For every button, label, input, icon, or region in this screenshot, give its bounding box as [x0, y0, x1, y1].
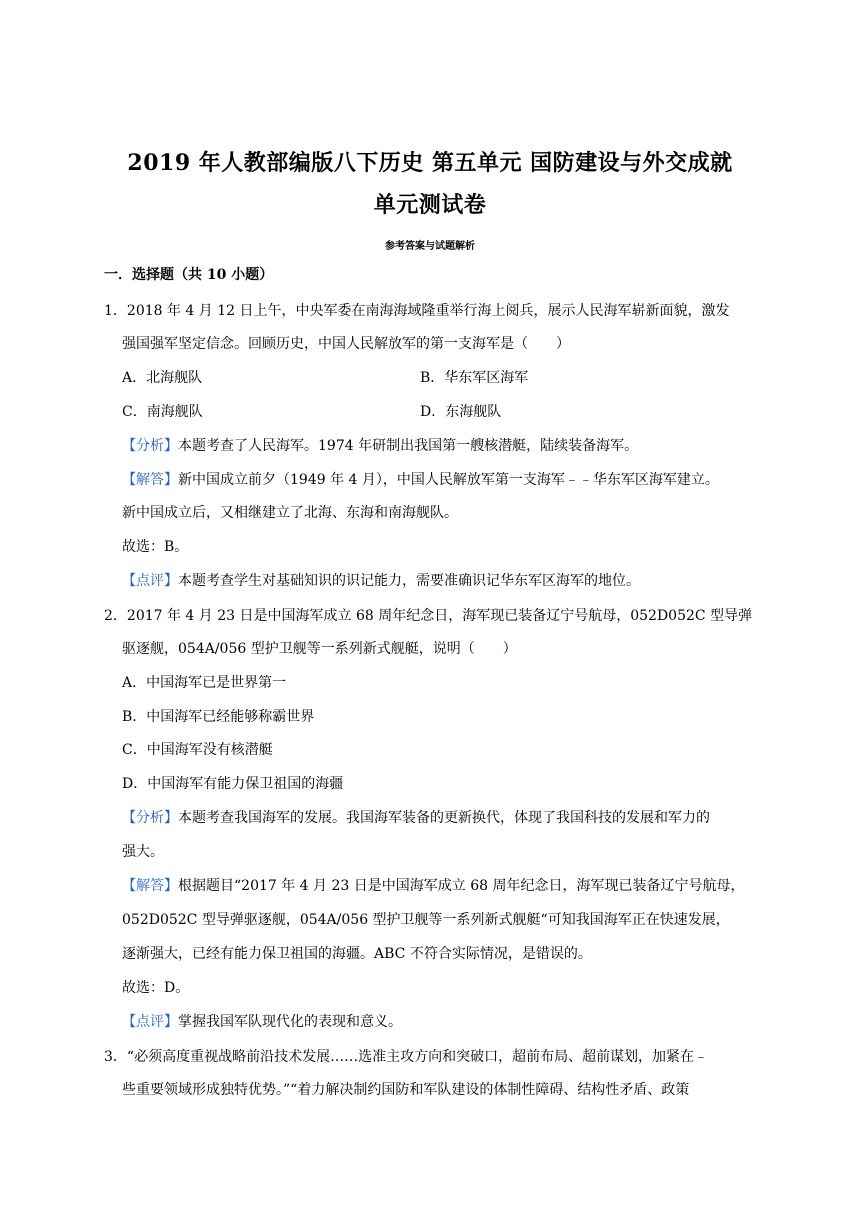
q2-answer-line-1: 根据题目“2017 年 4 月 23 日是中国海军成立 68 周年纪念日，海军现已装备辽宁号航母，	[178, 878, 745, 894]
q2-answer-line-3: 逐渐强大，已经有能力保卫祖国的海疆。ABC 不符合实际情况，是错误的。	[122, 946, 592, 962]
q2-option-b: B．中国海军已经能够称霸世界	[122, 709, 315, 725]
q1-analysis-text: 本题考查了人民海军。1974 年研制出我国第一艘核潜艇，陆续装备海军。	[178, 438, 639, 454]
section-heading: 一．选择题（共 10 小题）	[104, 267, 274, 283]
q2-comment	[122, 1013, 402, 1031]
document-subtitle: 参考答案与试题解析	[385, 241, 475, 252]
q2-option-a: A．中国海军已是世界第一	[122, 675, 287, 691]
q2-answer	[122, 877, 744, 895]
q3-stem-line-1: 3．“必须高度重视战略前沿技术发展……选准主攻方向和突破口，超前布局、超前谋划，加紧在﹣	[104, 1049, 709, 1065]
q2-stem-line-1: 2．2017 年 4 月 23 日是中国海军成立 68 周年纪念日，海军现已装备辽宁号航母，052D052C 型导弹	[104, 608, 753, 624]
document-title-line-2: 单元测试卷	[373, 192, 487, 218]
q1-option-c: C．南海舰队	[122, 404, 203, 420]
q1-choice: 故选：B。	[122, 539, 189, 555]
q1-answer-line-2: 新中国成立后，又相继建立了北海、东海和南海舰队。	[122, 505, 458, 521]
q1-answer	[122, 471, 719, 489]
q1-answer-line-1: 新中国成立前夕（1949 年 4 月），中国人民解放军第一支海军﹣﹣华东军区海军建立。	[178, 472, 719, 488]
q2-option-d: D．中国海军有能力保卫祖国的海疆	[122, 776, 344, 792]
q1-analysis-tag: 【分析】	[122, 438, 178, 454]
q1-comment-tag: 【点评】	[122, 573, 178, 589]
q2-comment-tag: 【点评】	[122, 1014, 178, 1030]
q1-comment-text: 本题考查学生对基础知识的识记能力，需要准确识记华东军区海军的地位。	[178, 573, 640, 589]
q1-option-d: D．东海舰队	[420, 404, 502, 420]
q1-stem-line-2: 强国强军坚定信念。回顾历史，中国人民解放军的第一支海军是（ ）	[122, 336, 570, 352]
q1-answer-tag: 【解答】	[122, 472, 178, 488]
q2-analysis-line-1: 本题考查我国海军的发展。我国海军装备的更新换代，体现了我国科技的发展和军力的	[178, 810, 710, 826]
q3-stem-line-2: 些重要领域形成独特优势。”“着力解决制约国防和军队建设的体制性障碍、结构性矛盾、政策	[122, 1082, 690, 1098]
q2-comment-text: 掌握我国军队现代化的表现和意义。	[178, 1014, 402, 1030]
document-title-line-1: 2019 年人教部编版八下历史 第五单元 国防建设与外交成就	[127, 150, 733, 176]
q2-choice: 故选：D。	[122, 980, 190, 996]
q1-stem-line-1: 1．2018 年 4 月 12 日上午，中央军委在南海海域隆重举行海上阅兵，展示人民海军崭新面貌，激发	[104, 303, 730, 319]
q2-analysis-tag: 【分析】	[122, 810, 178, 826]
q1-option-b: B．华东军区海军	[420, 370, 529, 386]
q1-analysis	[122, 437, 638, 455]
q2-stem-line-2: 驱逐舰，054A/056 型护卫舰等一系列新式舰艇，说明（ ）	[122, 641, 517, 657]
q2-analysis	[122, 809, 710, 827]
q2-answer-tag: 【解答】	[122, 878, 178, 894]
q1-comment	[122, 572, 640, 590]
q2-option-c: C．中国海军没有核潜艇	[122, 742, 273, 758]
q1-option-a: A．北海舰队	[122, 370, 203, 386]
q2-analysis-line-2: 强大。	[122, 844, 164, 860]
q2-answer-line-2: 052D052C 型导弹驱逐舰，054A/056 型护卫舰等一系列新式舰艇“可知我国海军正在快速发展，	[122, 912, 730, 928]
